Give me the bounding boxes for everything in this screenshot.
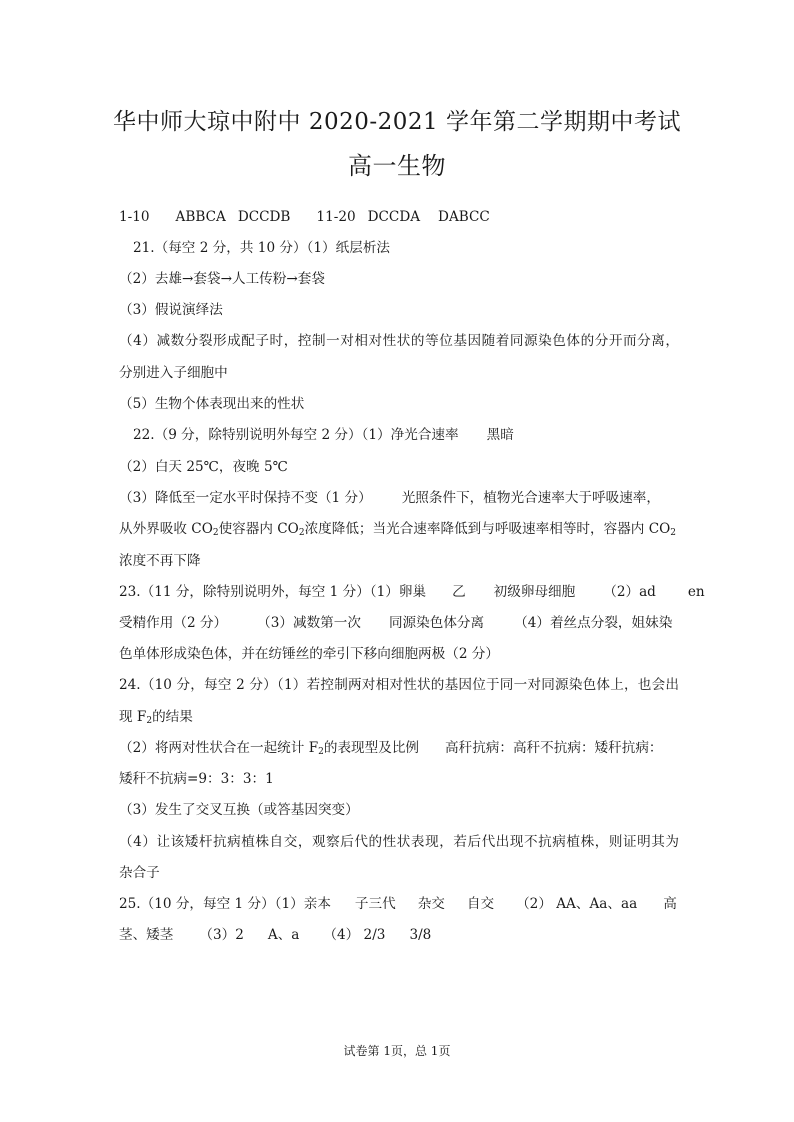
choice-group-1a: ABBCA [175,209,226,225]
co2-subscript: 2 [212,528,219,538]
q25-answer-prob: 3/8 [409,927,432,943]
q24-line-2-part1: 现 F [119,709,147,725]
q24-line-3-part2: 的表现型及比例 [323,740,420,756]
q23-line-3: 色单体形成染色体，并在纺锤丝的牵引下移向细胞两极（2 分） [119,646,499,662]
q21-answer-4b: 分别进入子细胞中 [119,365,228,381]
q22-answer-3b [119,519,679,539]
f2-subscript: 2 [318,747,324,757]
q21-answer-5: （5）生物个体表现出来的性状 [119,396,305,412]
q22-answer-3b-part1: 从外界吸收 CO [119,521,213,537]
q23-answer-yi: 乙 [452,584,466,600]
q23-answer-4: （4）着丝点分裂，姐妹染 [514,615,673,631]
q22-answer-3a [119,488,679,508]
q22-header-text: 22.（9 分，除特别说明外每空 2 分）（1）净光合速率 [133,427,459,443]
q25-line-2 [119,925,679,945]
q21-header: 21.（每空 2 分，共 10 分）（1）纸层析法 [133,240,391,256]
choice-range-2: 11-20 [316,209,356,225]
q25-answer-tall: 高 [663,896,677,912]
q22-answer-3b-part3: 浓度降低；当光合速率降低到与呼吸速率相等时，容器内 CO [304,521,671,537]
q23-line-1 [119,582,705,602]
q22-header [133,425,693,445]
q24-line-2 [119,707,679,727]
choice-group-1b: DCCDB [237,209,291,225]
q25-line-1 [119,894,679,914]
q22-answer-3a-part2: 光照条件下，植物光合速率大于呼吸速率， [401,490,660,506]
q22-answer-3b-part2: 使容器内 CO [218,521,299,537]
q22-answer-dark: 黑暗 [486,427,514,443]
q21-answer-3: （3）假说演绎法 [119,302,223,318]
choice-answers [119,207,679,227]
q23-answer-oocyte: 初级卵母细胞 [493,584,576,600]
co2-subscript: 2 [670,528,677,538]
q23-answer-en: en [687,584,705,600]
q24-line-4: 矮秆不抗病=9：3：3：1 [119,771,274,787]
q23-answer-2: （2）ad [603,584,656,600]
q25-answer-stem: 茎、矮茎 [119,927,174,943]
q21-answer-4a: （4）减数分裂形成配子时，控制一对相对性状的等位基因随着同源染色体的分开而分离， [119,333,679,349]
q25-answer-cross: 杂交 [417,896,445,912]
q21-answer-2: （2）去雄→套袋→人工传粉→套袋 [119,271,325,287]
page-footer: 试卷第 1页，总 1页 [343,1044,451,1058]
q24-line-6: （4）让该矮杆抗病植株自交，观察后代的性状表现，若后代出现不抗病植株，则证明其为 [119,834,679,850]
choice-group-2b: DABCC [438,209,490,225]
q23-answer-separation: 同源染色体分离 [388,615,485,631]
q25-answer-self: 自交 [466,896,495,912]
q22-answer-3a-part1: （3）降低至一定水平时保持不变（1 分） [119,490,372,506]
q24-line-5: （3）发生了交叉互换（或答基因突变） [119,802,359,818]
q24-line-2-part2: 的结果 [152,709,193,725]
subject-title: 高一生物 [348,152,446,180]
f2-subscript: 2 [146,716,153,726]
q24-line-3-part3: 高秆抗病：高秆不抗病：矮秆抗病： [445,740,663,756]
q24-line-3-part1: （2）将两对性状合在一起统计 F [119,740,319,756]
q24-line-7: 杂合子 [119,865,160,881]
q25-answer-f3: 子三代 [354,896,396,912]
q25-header: 25.（10 分，每空 1 分）（1）亲本 [119,896,331,912]
q23-header: 23.（11 分，除特别说明外，每空 1 分）（1）卵巢 [119,584,427,600]
choice-group-2a: DCCDA [367,209,421,225]
q23-line-2 [119,613,679,633]
q25-answer-3: （3）2 [199,927,244,943]
choice-range-1: 1-10 [119,209,150,225]
q23-answer-fertilization: 受精作用（2 分） [119,615,228,631]
q25-answer-alleles: A、a [267,927,300,943]
exam-title: 华中师大琼中附中 2020-2021 学年第二学期期中考试 [113,109,681,135]
q24-line-3 [119,738,679,758]
q22-answer-2: （2）白天 25℃，夜晚 5℃ [119,459,288,475]
q22-answer-3c: 浓度不再下降 [119,553,201,569]
q24-line-1: 24.（10 分，每空 2 分）（1）若控制两对相对性状的基因位于同一对同源染色体上，也会出 [119,677,679,693]
co2-subscript: 2 [298,528,305,538]
q23-answer-3: （3）减数第一次 [257,615,361,631]
q25-answer-4: （4） 2/3 [323,927,386,943]
q25-answer-2: （2） AA、Aa、aa [516,896,638,912]
